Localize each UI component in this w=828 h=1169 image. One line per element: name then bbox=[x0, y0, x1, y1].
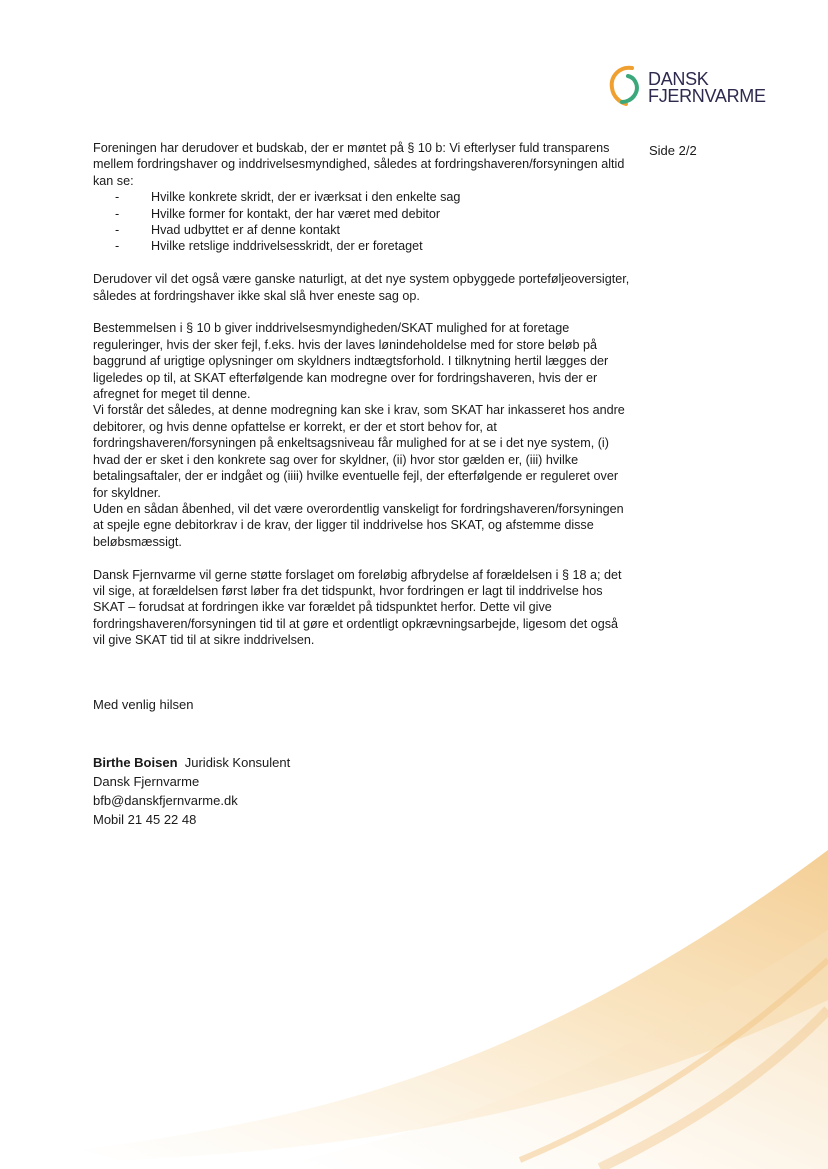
signer-title: Juridisk Konsulent bbox=[184, 754, 291, 770]
letter-body bbox=[93, 140, 633, 829]
signer-email: bfb@danskfjernvarme.dk bbox=[93, 792, 238, 808]
logo-text-line1: DANSK bbox=[648, 69, 709, 89]
list-item: - Hvad udbyttet er af denne kontakt bbox=[115, 223, 341, 238]
list-item: - Hvilke former for kontakt, der har været med debitor bbox=[115, 206, 441, 221]
paragraph-limitation: Dansk Fjernvarme vil gerne støtte forslaget om foreløbig afbrydelse af forældelsen i § 18 a; det vil sige, at forældelsen først løber fra det tidspunkt, hvor fordringen er lagt til inddrivelse hos SKAT – forudsat at fordringen ikke var forældet på tidspunktet herfor. Dette vil give fordringshaveren/forsyningen tid til at gøre et ordentligt opkrævningsarbejde, ligesom det også vil give SKAT tid til at sikre inddrivelsen. bbox=[93, 567, 622, 648]
logo-text-line2: FJERNVARME bbox=[648, 86, 766, 106]
paragraph-regulation: Bestemmelsen i § 10 b giver inddrivelsesmyndigheden/SKAT mulighed for at foretage reguleringer, hvis der sker fejl, f.eks. hvis der laves lønindeholdelse med for store beløb på baggrund af urigtige oplysninger om skyldners indtægtsforhold. I tilknytning hertil lægges der ligeledes op til, at SKAT efterfølgende kan modregne over for fordringshaveren, hvis der er afregnet for meget til denne. bbox=[93, 321, 609, 402]
signature-block bbox=[93, 753, 633, 829]
paragraph-offsetting: Vi forstår det således, at denne modregning kan ske i krav, som SKAT har inkasseret hos andre debitorer, og hvis denne opfattelse er korrekt, er der et stort behov for, at fordringshaveren/forsyningen på enkeltsagsniveau får mulighed for at se i det nye system, (i) hvad der er sket i den konkrete sag over for skyldner, (ii) hvor stor gælden er, (iii) hvilke betalingsaftaler, der er indgået og (iiii) hvilke eventuelle fejl, der efterfølgende er reguleret over for skyldner. bbox=[93, 403, 625, 500]
signer-phone: Mobil 21 45 22 48 bbox=[93, 811, 197, 827]
list-item: - Hvilke retslige inddrivelsesskridt, der er foretaget bbox=[115, 239, 423, 254]
signer-organization: Dansk Fjernvarme bbox=[93, 773, 200, 789]
bullet-list bbox=[93, 189, 633, 255]
paragraph-transparency: Uden en sådan åbenhed, vil det være overordentlig vanskeligt for fordringshaveren/forsyningen at spejle egne debitorkrav i de krav, der ligger til inddrivelse hos SKAT, og afstemme disse beløbsmæssigt. bbox=[93, 501, 624, 549]
closing-greeting: Med venlig hilsen bbox=[93, 696, 194, 712]
logo-mark-icon bbox=[606, 64, 646, 108]
intro-paragraph: Foreningen har derudover et budskab, der er møntet på § 10 b: Vi efterlyser fuld transparens mellem fordringshaver og inddrivelsesmyndighed, således at fordringshaveren/forsyningen altid kan se: bbox=[93, 141, 625, 188]
paragraph-portfolio: Derudover vil det også være ganske naturligt, at det nye system opbyggede porteføljeoversigter, således at fordringshaver ikke skal slå hver eneste sag op. bbox=[93, 272, 630, 303]
list-item: - Hvilke konkrete skridt, der er iværksat i den enkelte sag bbox=[115, 190, 461, 205]
dansk-fjernvarme-logo bbox=[606, 64, 786, 114]
page-number: Side 2/2 bbox=[649, 143, 697, 158]
signer-name: Birthe Boisen bbox=[93, 754, 178, 770]
